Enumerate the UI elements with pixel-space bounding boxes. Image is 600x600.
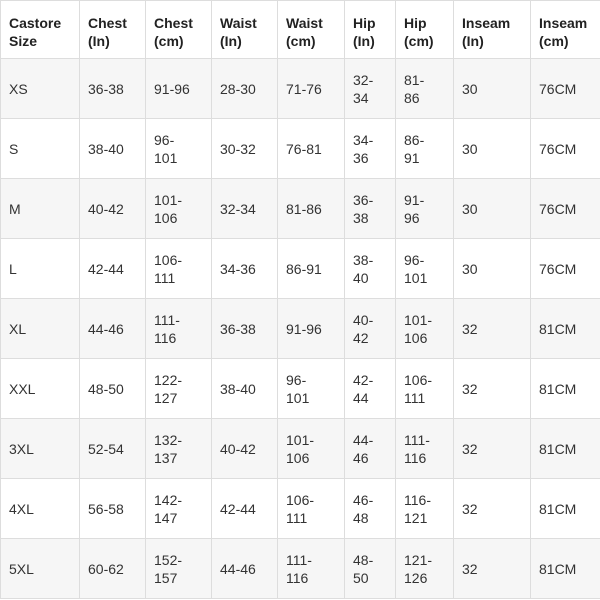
size-chart-header [1,1,600,59]
cell-waist-in [212,359,278,419]
cell-value: 48- 50 [353,551,374,586]
cell-chest-cm [146,479,212,539]
cell-value: XL [9,320,27,337]
cell-waist-cm [278,59,345,119]
cell-inseam-cm [531,239,600,299]
cell-value: 81- 86 [404,71,425,106]
table-row [1,539,600,599]
cell-hip-cm [396,119,454,179]
cell-value: 44-46 [88,320,124,337]
cell-size [1,539,80,599]
cell-size [1,419,80,479]
cell-value: 81CM [539,500,577,517]
cell-hip-in [345,419,396,479]
cell-value: 81CM [539,380,577,397]
cell-value: 46- 48 [353,491,374,526]
cell-value: 111- 116 [154,311,180,346]
cell-inseam-cm [531,359,600,419]
cell-hip-cm [396,419,454,479]
cell-chest-in [80,359,146,419]
cell-value: 76CM [539,260,577,277]
cell-value: 81CM [539,560,577,577]
cell-value: 34- 36 [353,131,374,166]
cell-value: 76CM [539,200,577,217]
cell-value: 42- 44 [353,371,374,406]
cell-value: 30 [462,260,478,277]
cell-value: 36-38 [88,80,124,97]
cell-inseam-cm [531,419,600,479]
cell-value: 42-44 [220,500,256,517]
cell-chest-in [80,59,146,119]
cell-chest-cm [146,179,212,239]
cell-inseam-in [454,299,531,359]
cell-waist-cm [278,179,345,239]
cell-waist-cm [278,479,345,539]
cell-waist-in [212,299,278,359]
table-row [1,479,600,539]
cell-hip-in [345,179,396,239]
cell-hip-in [345,359,396,419]
table-row [1,359,600,419]
cell-inseam-in [454,539,531,599]
table-row [1,239,600,299]
cell-value: 32 [462,440,478,457]
cell-value: 101- 106 [286,431,315,466]
cell-value: L [9,260,17,277]
cell-waist-cm [278,239,345,299]
cell-value: 142- 147 [154,491,183,526]
cell-size [1,479,80,539]
cell-inseam-cm [531,179,600,239]
header-chest-cm: Chest (cm) [146,1,212,59]
cell-value: 81CM [539,320,577,337]
table-row [1,299,600,359]
cell-size [1,359,80,419]
cell-hip-cm [396,239,454,299]
cell-value: 4XL [9,500,34,517]
cell-value: 86- 91 [404,131,425,166]
cell-value: 30 [462,140,478,157]
cell-value: 76CM [539,140,577,157]
cell-value: 132- 137 [154,431,183,466]
cell-chest-in [80,239,146,299]
header-chest-in: Chest (In) [80,1,146,59]
cell-inseam-in [454,119,531,179]
cell-inseam-in [454,59,531,119]
cell-value: 30 [462,200,478,217]
cell-chest-cm [146,299,212,359]
cell-value: S [9,140,19,157]
cell-value: 36-38 [220,320,256,337]
cell-value: 121- 126 [404,551,433,586]
cell-value: 32 [462,500,478,517]
cell-waist-cm [278,119,345,179]
cell-waist-in [212,539,278,599]
cell-value: 3XL [9,440,34,457]
cell-value: 91- 96 [404,191,425,226]
cell-inseam-in [454,179,531,239]
cell-value: 38-40 [88,140,124,157]
cell-value: XXL [9,380,36,397]
cell-chest-cm [146,239,212,299]
header-hip-in: Hip (In) [345,1,396,59]
cell-size [1,299,80,359]
cell-hip-cm [396,539,454,599]
cell-waist-in [212,179,278,239]
table-row [1,419,600,479]
header-waist-cm: Waist (cm) [278,1,345,59]
cell-value: 111- 116 [286,551,312,586]
cell-chest-in [80,419,146,479]
cell-value: 106- 111 [154,251,183,286]
cell-inseam-cm [531,299,600,359]
cell-size [1,179,80,239]
cell-waist-in [212,239,278,299]
cell-hip-cm [396,59,454,119]
cell-value: 44-46 [220,560,256,577]
cell-hip-cm [396,299,454,359]
cell-value: 76CM [539,80,577,97]
header-inseam-cm: Inseam (cm) [531,1,600,59]
cell-value: 48-50 [88,380,124,397]
cell-value: 28-30 [220,80,256,97]
cell-hip-cm [396,479,454,539]
cell-chest-in [80,299,146,359]
cell-waist-cm [278,419,345,479]
cell-chest-cm [146,359,212,419]
cell-value: 38- 40 [353,251,374,286]
cell-size [1,239,80,299]
cell-value: 60-62 [88,560,124,577]
cell-waist-in [212,119,278,179]
table-row [1,59,600,119]
cell-value: 32 [462,560,478,577]
cell-waist-in [212,59,278,119]
cell-value: 40-42 [88,200,124,217]
cell-value: 76-81 [286,140,322,157]
cell-value: 96- 101 [404,251,428,286]
cell-waist-in [212,479,278,539]
cell-value: 116- 121 [404,491,431,526]
cell-chest-cm [146,419,212,479]
table-row [1,119,600,179]
header-inseam-in: Inseam (In) [454,1,531,59]
cell-value: 30 [462,80,478,97]
cell-value: 152- 157 [154,551,183,586]
cell-value: 106- 111 [286,491,315,526]
header-size: Castore Size [1,1,80,59]
cell-value: 91-96 [154,80,190,97]
cell-inseam-in [454,419,531,479]
cell-hip-in [345,539,396,599]
cell-value: 81CM [539,440,577,457]
cell-waist-cm [278,359,345,419]
cell-inseam-cm [531,479,600,539]
cell-chest-cm [146,119,212,179]
cell-value: 111- 116 [404,431,430,466]
table-row [1,179,600,239]
cell-value: 101- 106 [404,311,433,346]
header-waist-in: Waist (In) [212,1,278,59]
cell-chest-in [80,539,146,599]
cell-value: 56-58 [88,500,124,517]
cell-value: 36- 38 [353,191,374,226]
cell-value: 38-40 [220,380,256,397]
cell-value: 34-36 [220,260,256,277]
cell-waist-cm [278,299,345,359]
cell-value: 5XL [9,560,34,577]
cell-hip-in [345,299,396,359]
cell-value: XS [9,80,28,97]
cell-chest-in [80,179,146,239]
cell-value: 40- 42 [353,311,374,346]
cell-value: 122- 127 [154,371,183,406]
cell-value: 42-44 [88,260,124,277]
cell-value: 32 [462,380,478,397]
cell-hip-in [345,479,396,539]
cell-hip-in [345,59,396,119]
cell-value: 71-76 [286,80,322,97]
cell-waist-in [212,419,278,479]
cell-chest-cm [146,539,212,599]
cell-value: 44- 46 [353,431,374,466]
header-row [1,1,600,59]
cell-value: 32-34 [220,200,256,217]
cell-waist-cm [278,539,345,599]
header-hip-cm: Hip (cm) [396,1,454,59]
cell-chest-in [80,119,146,179]
cell-value: 101- 106 [154,191,183,226]
cell-value: 86-91 [286,260,322,277]
cell-inseam-in [454,479,531,539]
cell-value: 32- 34 [353,71,374,106]
cell-hip-cm [396,179,454,239]
cell-value: 96- 101 [154,131,178,166]
cell-chest-in [80,479,146,539]
cell-chest-cm [146,59,212,119]
cell-value: M [9,200,21,217]
cell-value: 40-42 [220,440,256,457]
cell-value: 81-86 [286,200,322,217]
cell-value: 96- 101 [286,371,310,406]
cell-inseam-in [454,239,531,299]
cell-size [1,59,80,119]
cell-hip-in [345,239,396,299]
cell-hip-in [345,119,396,179]
cell-size [1,119,80,179]
cell-inseam-cm [531,59,600,119]
cell-value: 32 [462,320,478,337]
size-chart-body [1,59,600,599]
cell-hip-cm [396,359,454,419]
cell-value: 91-96 [286,320,322,337]
cell-inseam-in [454,359,531,419]
cell-value: 30-32 [220,140,256,157]
cell-inseam-cm [531,119,600,179]
cell-inseam-cm [531,539,600,599]
cell-value: 106- 111 [404,371,433,406]
cell-value: 52-54 [88,440,124,457]
